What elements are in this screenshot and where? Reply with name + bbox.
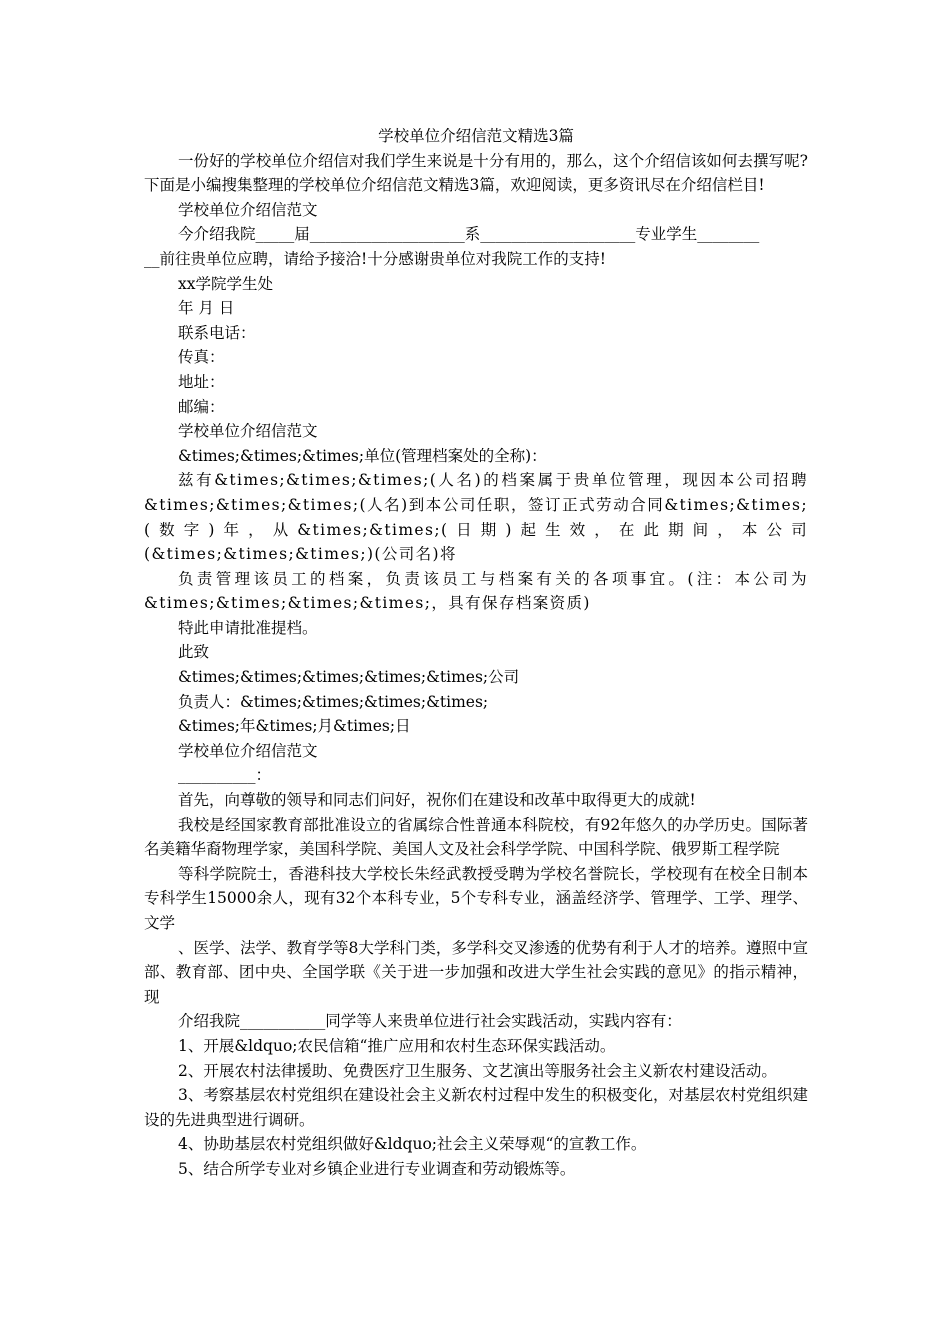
sample1-date: 年 月 日 [178, 299, 235, 318]
sample2-addressee: &times;&times;&times;单位(管理档案处的全称)： [178, 446, 547, 465]
sample3-intro-line: 介绍我院___________同学等人来贵单位进行社会实践活动，实践内容有： [178, 1012, 682, 1031]
sample2-company: &times;&times;&times;&times;&times;公司 [178, 668, 520, 687]
sample3-heading: 学校单位介绍信范文 [178, 741, 318, 760]
sample3-paragraph3: 、医学、法学、教育学等8大学科门类，多学科交叉渗透的优势有利于人才的培养。遵照中宣部、教育部、团中央、全国学联《关于进一步加强和改进大学生社会实践的意见》的指示精神，现 [144, 938, 808, 1006]
sample3-greeting: 首先，向尊敬的领导和同志们问好，祝你们在建设和改革中取得更大的成就! [178, 791, 696, 810]
sample2-heading: 学校单位介绍信范文 [178, 422, 318, 441]
list-item: 5、结合所学专业对乡镇企业进行专业调查和劳动锻炼等。 [178, 1159, 576, 1178]
sample2-paragraph1: 兹有&times;&times;&times;(人名)的档案属于贵单位管理，现因本公司招聘&times;&times;&times;(人名)到本公司任职，签订正式劳动合同&times;&times;(数字)年，从&times;&times;(日期)起生效，在此期间，本公司(&times;&times;&times;)(公司名)将 [144, 471, 808, 564]
sample3-paragraph1: 我校是经国家教育部批准设立的省属综合性普通本科院校，有92年悠久的办学历史。国际著名美籍华裔物理学家，美国科学院、美国人文及社会科学学院、中国科学院、俄罗斯工程学院 [144, 815, 808, 859]
sample3-paragraph2: 等科学院院士，香港科技大学校长朱经武教授受聘为学校名誉院长，学校现有在校全日制本专科学生15000余人，现有32个本科专业，5个专科专业，涵盖经济学、管理学、工学、理学、文学 [144, 864, 808, 932]
sample2-person: 负责人：&times;&times;&times;&times; [178, 692, 489, 711]
list-item: 3、考察基层农村党组织在建设社会主义新农村过程中发生的积极变化，对基层农村党组织建设的先进典型进行调研。 [144, 1086, 808, 1129]
sample1-heading: 学校单位介绍信范文 [178, 200, 318, 219]
document-title: 学校单位介绍信范文精选3篇 [378, 127, 574, 145]
sample1-postcode: 邮编： [178, 397, 225, 416]
document-page [144, 124, 808, 1182]
sample1-fax: 传真： [178, 348, 225, 367]
intro-paragraph: 一份好的学校单位介绍信对我们学生来说是十分有用的，那么，这个介绍信该如何去撰写呢?下面是小编搜集整理的学校单位介绍信范文精选3篇，欢迎阅读，更多资讯尽在介绍信栏目! [144, 151, 808, 195]
sample2-salute: 此致 [178, 643, 210, 662]
sample1-body-line2: __前往贵单位应聘，请给予接洽!十分感谢贵单位对我院工作的支持! [144, 249, 606, 268]
sample1-body-line1: 今介绍我院_____届____________________系____________________专业学生________ [178, 225, 760, 244]
sample2-paragraph2: 负责管理该员工的档案，负责该员工与档案有关的各项事宜。(注：本公司为&times;&times;&times;&times;，具有保存档案资质) [144, 569, 808, 613]
list-item: 4、协助基层农村党组织做好&ldquo;社会主义荣辱观“的宣教工作。 [178, 1135, 647, 1154]
list-item: 2、开展农村法律援助、免费医疗卫生服务、文艺演出等服务社会主义新农村建设活动。 [178, 1061, 777, 1080]
sample1-signer: xx学院学生处 [178, 274, 273, 293]
sample3-addressee: __________： [178, 766, 272, 785]
sample1-phone: 联系电话： [178, 323, 256, 342]
sample2-request: 特此申请批准提档。 [178, 618, 318, 637]
sample1-address: 地址： [178, 372, 225, 391]
sample2-date: &times;年&times;月&times;日 [178, 717, 411, 736]
list-item: 1、开展&ldquo;农民信箱“推广应用和农村生态环保实践活动。 [178, 1036, 616, 1055]
